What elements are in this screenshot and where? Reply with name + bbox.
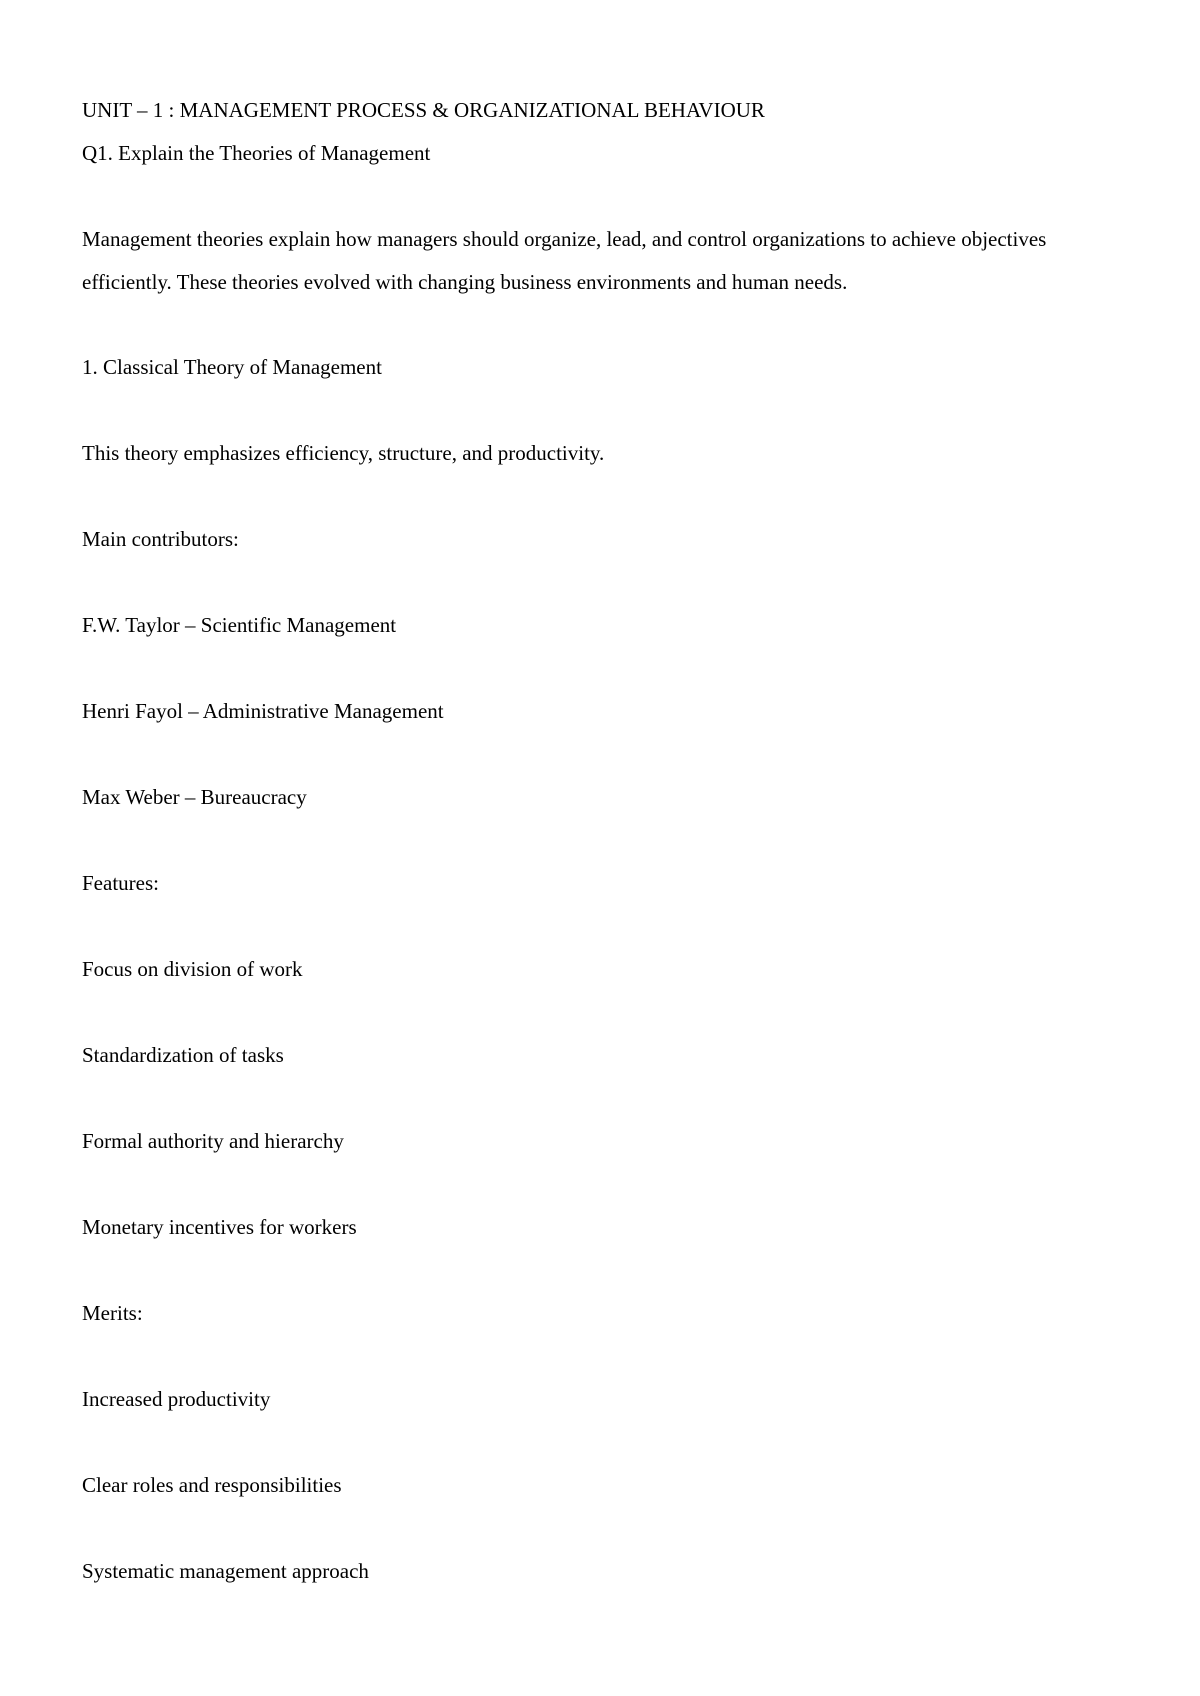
contributor-item: F.W. Taylor – Scientific Management <box>82 613 397 637</box>
merit-item: Increased productivity <box>82 1387 271 1411</box>
merits-label: Merits: <box>82 1301 143 1325</box>
intro-paragraph: Management theories explain how managers should organize, lead, and control organizations to achieve objectives efficiently. These theories evolved with changing business environments and human needs. <box>82 227 1047 294</box>
features-label: Features: <box>82 871 159 895</box>
feature-item: Standardization of tasks <box>82 1043 284 1067</box>
section-1-summary: This theory emphasizes efficiency, structure, and productivity. <box>82 441 605 465</box>
section-1-heading: 1. Classical Theory of Management <box>82 355 382 379</box>
question-heading: Q1. Explain the Theories of Management <box>82 141 431 165</box>
contributor-item: Henri Fayol – Administrative Management <box>82 699 444 723</box>
contributor-item: Max Weber – Bureaucracy <box>82 785 307 809</box>
unit-title: UNIT – 1 : MANAGEMENT PROCESS & ORGANIZATIONAL BEHAVIOUR <box>82 98 765 122</box>
feature-item: Monetary incentives for workers <box>82 1215 357 1239</box>
merit-item: Clear roles and responsibilities <box>82 1473 342 1497</box>
feature-item: Formal authority and hierarchy <box>82 1129 344 1153</box>
merit-item: Systematic management approach <box>82 1559 369 1583</box>
feature-item: Focus on division of work <box>82 957 303 981</box>
contributors-label: Main contributors: <box>82 527 239 551</box>
